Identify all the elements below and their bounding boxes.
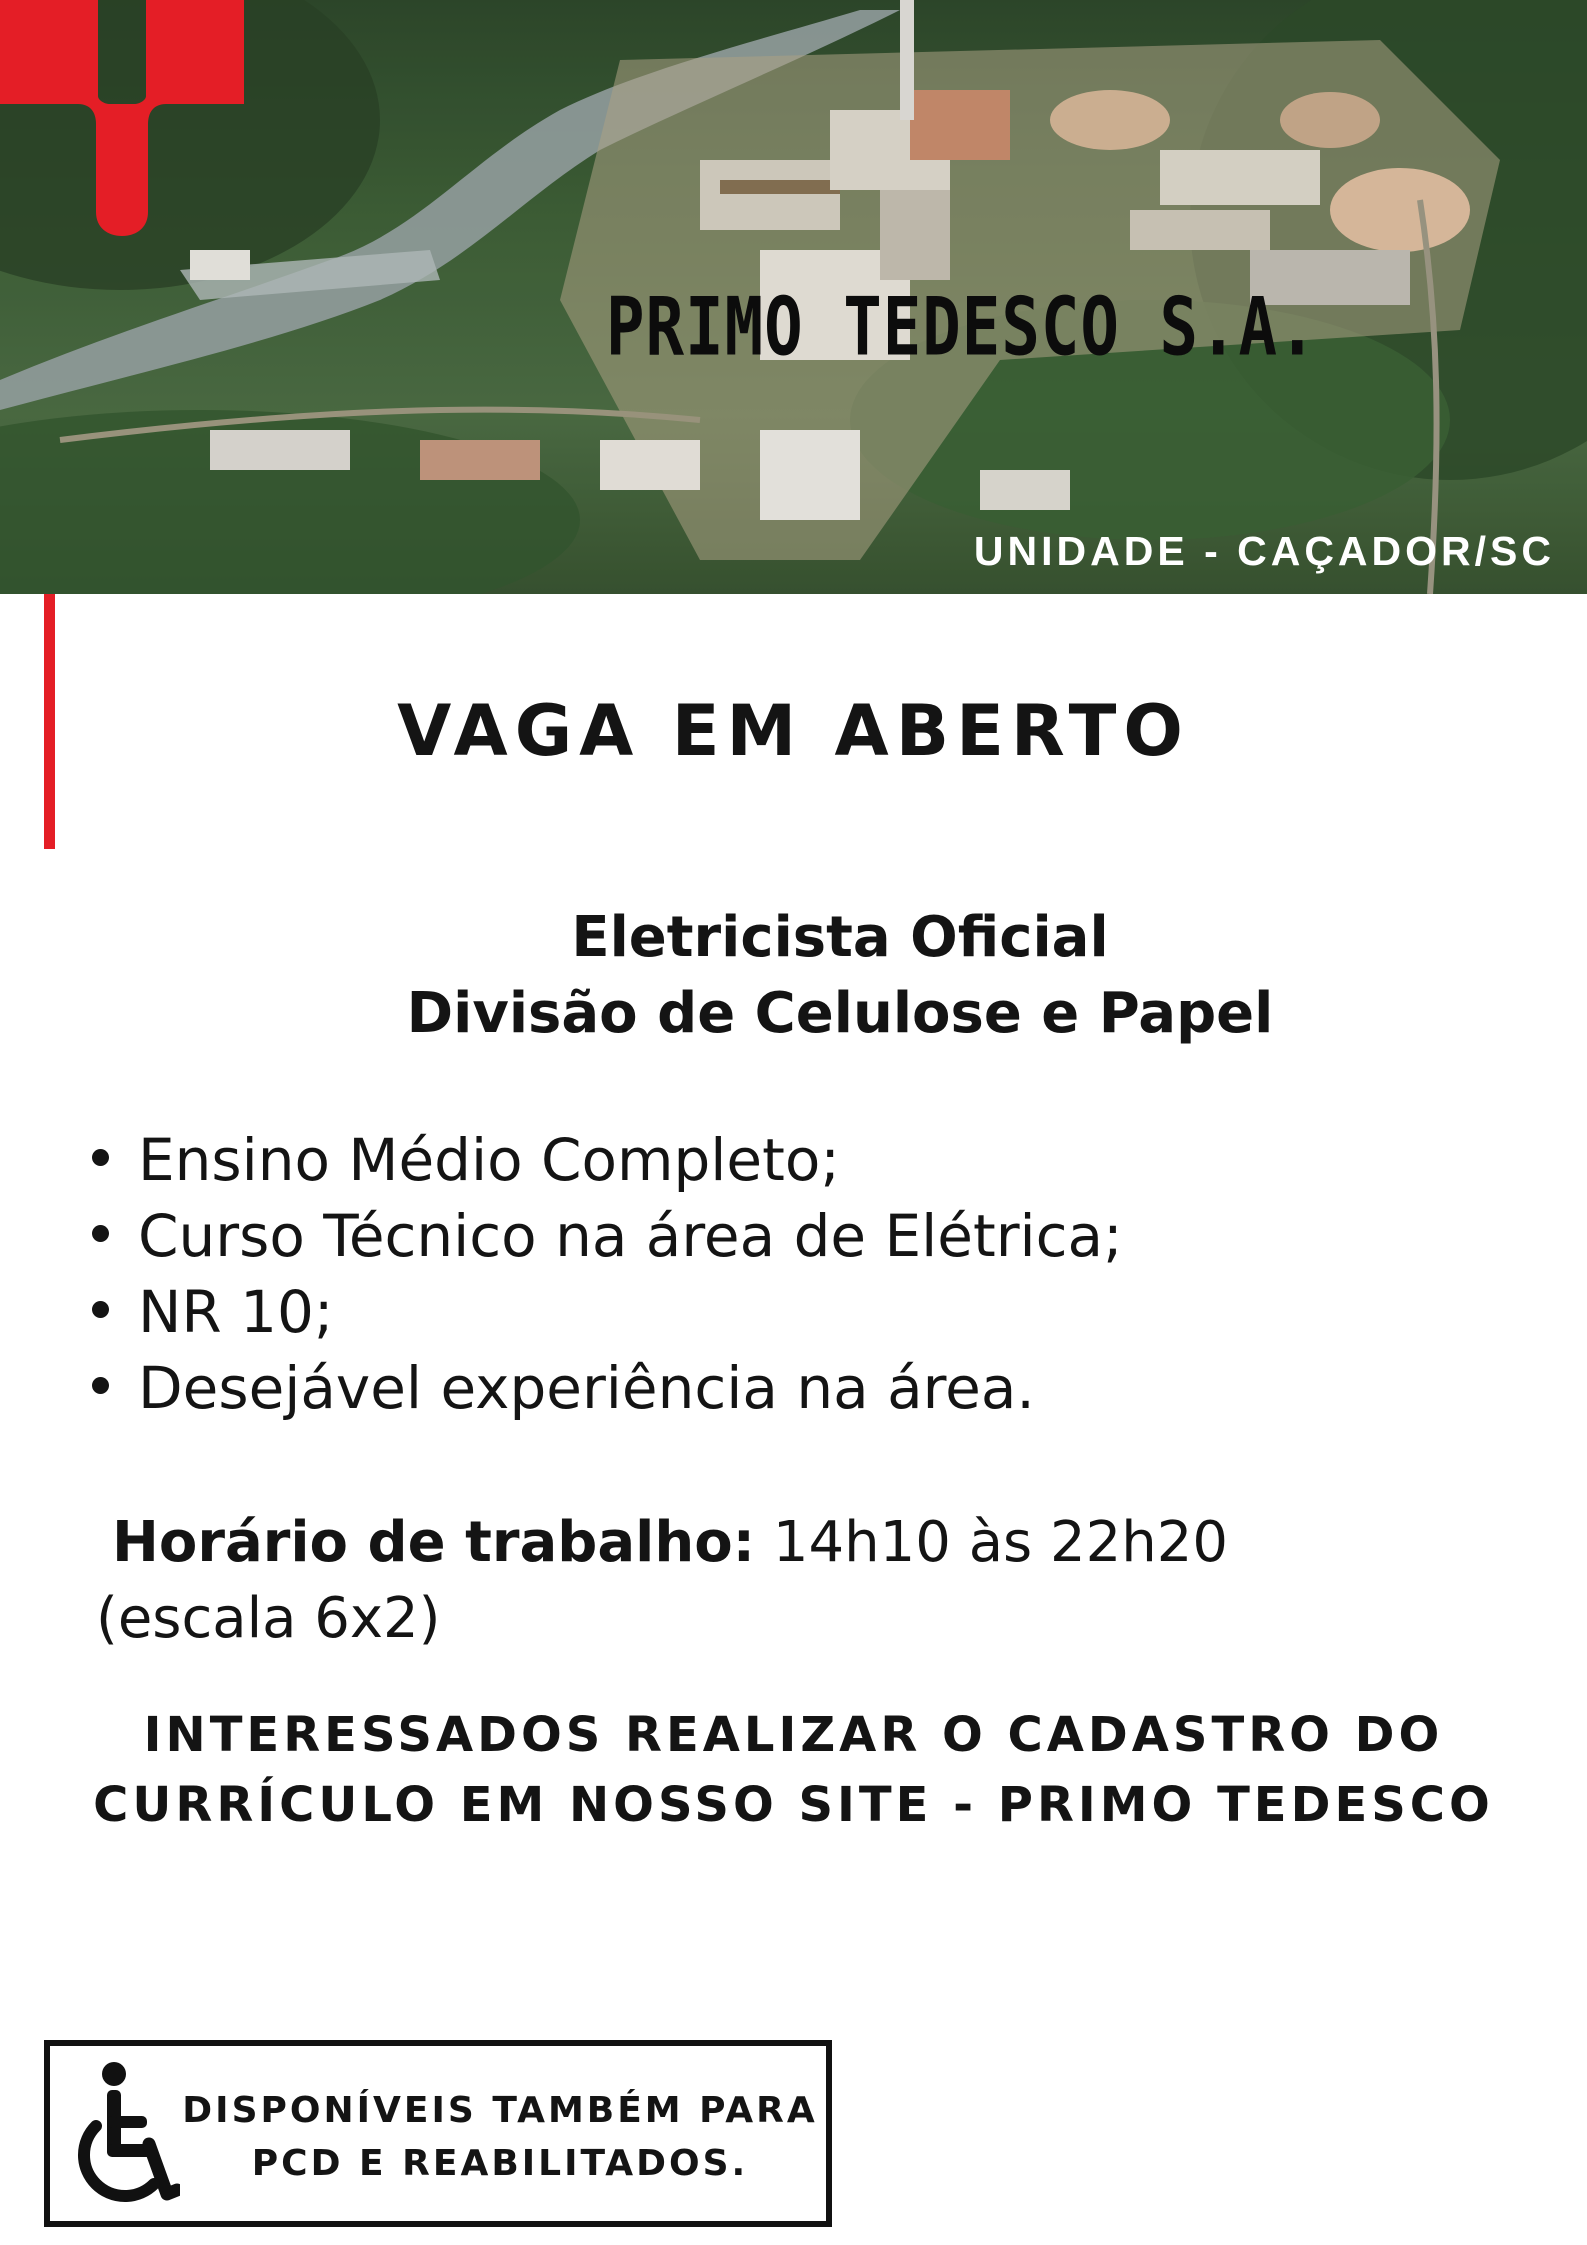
schedule-note: (escala 6x2)	[96, 1586, 441, 1651]
list-item: Curso Técnico na área de Elétrica;	[92, 1198, 1123, 1274]
position-block	[0, 900, 1587, 1052]
pcd-notice-text	[170, 2084, 830, 2190]
pcd-notice-box	[44, 2040, 832, 2227]
pcd-line: PCD E REABILITADOS.	[251, 2143, 749, 2184]
cta-line: CURRÍCULO EM NOSSO SITE - PRIMO TEDESCO	[93, 1777, 1494, 1833]
schedule-label: Horário de trabalho:	[112, 1510, 756, 1575]
wheelchair-icon	[70, 2060, 180, 2210]
hero-aerial-photo	[0, 0, 1587, 594]
division-name: Divisão de Celulose e Papel	[406, 981, 1274, 1046]
requirements-list	[92, 1122, 1123, 1426]
position-title: Eletricista Oficial	[571, 905, 1109, 970]
page-title: VAGA EM ABERTO	[397, 690, 1190, 772]
primo-tedesco-t-logo-icon	[0, 0, 244, 236]
cta-line: INTERESSADOS REALIZAR O CADASTRO DO	[143, 1707, 1444, 1763]
unit-location-label: UNIDADE - CAÇADOR/SC	[973, 528, 1555, 574]
list-item: NR 10;	[92, 1274, 1123, 1350]
pcd-line: DISPONÍVEIS TAMBÉM PARA	[182, 2090, 818, 2131]
call-to-action	[0, 1700, 1587, 1840]
work-schedule	[96, 1505, 1228, 1657]
company-name: PRIMO TEDESCO S.A.	[606, 282, 1318, 375]
list-item: Desejável experiência na área.	[92, 1350, 1123, 1426]
schedule-value: 14h10 às 22h20	[772, 1510, 1228, 1575]
list-item: Ensino Médio Completo;	[92, 1122, 1123, 1198]
